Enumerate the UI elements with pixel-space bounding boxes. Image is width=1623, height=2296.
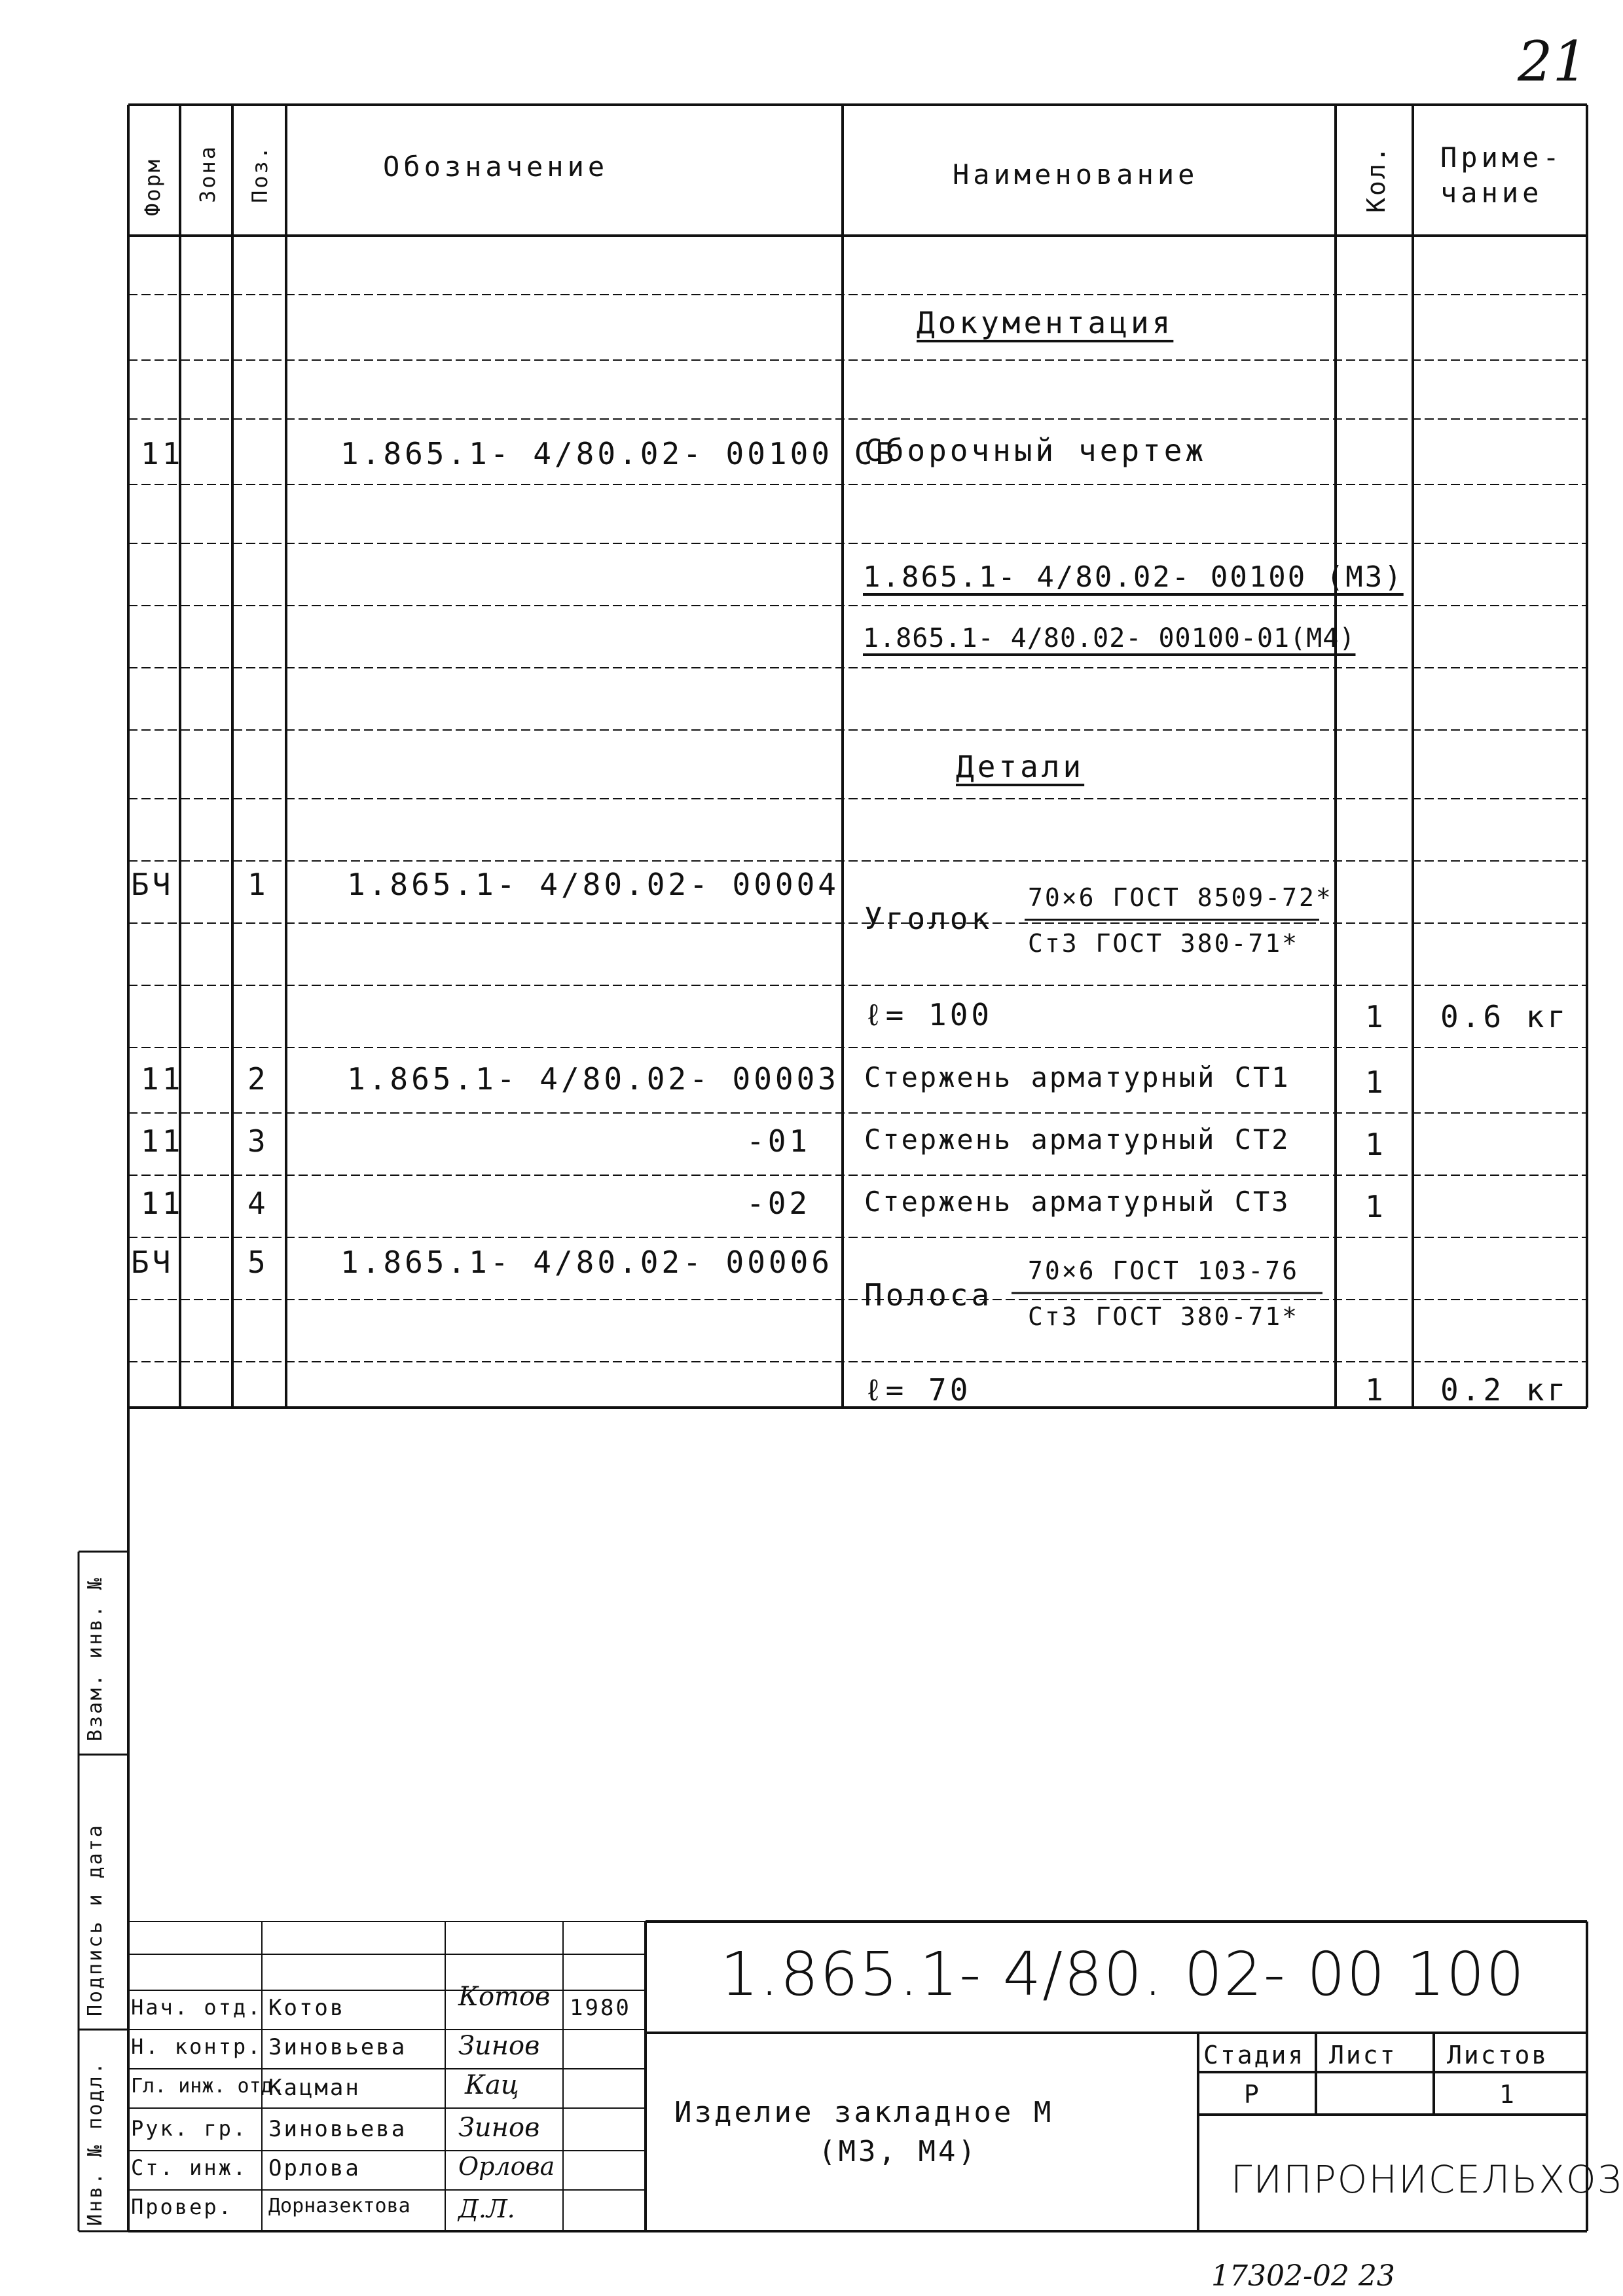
role-2: Н. контр. xyxy=(131,2034,263,2059)
year: 1980 xyxy=(570,1995,631,2021)
row3-position: 3 xyxy=(247,1123,269,1159)
row1-format: БЧ xyxy=(131,867,174,902)
header-designation: Обозначение xyxy=(383,151,609,183)
name-3: Кацман xyxy=(268,2075,361,2101)
stage-label: Стадия xyxy=(1203,2041,1305,2069)
footer-code: 17302-02 23 xyxy=(1211,2259,1395,2293)
row3-format: 11 xyxy=(141,1123,184,1159)
name-5: Орлова xyxy=(268,2155,361,2181)
row3-qty: 1 xyxy=(1365,1127,1387,1162)
header-qty: Кол. xyxy=(1362,145,1391,213)
row4-name: Стержень арматурный СТ3 xyxy=(864,1186,1290,1218)
row2-format: 11 xyxy=(141,1061,184,1097)
signature-4: Зинов xyxy=(458,2113,540,2143)
role-6: Провер. xyxy=(131,2195,233,2219)
side-label-inv: Инв. № подл. xyxy=(84,2060,107,2226)
name-2: Зиновьева xyxy=(268,2034,407,2060)
section-documentation: Документация xyxy=(917,305,1174,340)
row5-fraction-top: 70×6 ГОСТ 103-76 xyxy=(1028,1256,1300,1285)
name-1: Котов xyxy=(268,1995,346,2021)
row5-length: ℓ= 70 xyxy=(864,1372,972,1408)
side-label-swap: Взам. инв. № xyxy=(84,1576,107,1741)
row4-designation: -02 xyxy=(746,1186,811,1221)
row1-fraction-top: 70×6 ГОСТ 8509-72* xyxy=(1028,883,1333,912)
row5-note: 0.2 кг xyxy=(1440,1372,1569,1408)
name-4: Зиновьева xyxy=(268,2116,407,2142)
row5-designation: 1.865.1- 4/80.02- 00006 xyxy=(340,1245,833,1280)
row1-length: ℓ= 100 xyxy=(864,997,993,1032)
row4-format: 11 xyxy=(141,1186,184,1221)
header-note-2: чание xyxy=(1440,177,1543,209)
role-1: Нач. отд. xyxy=(131,1995,263,2020)
row2-position: 2 xyxy=(247,1061,269,1097)
role-5: Ст. инж. xyxy=(131,2155,248,2180)
reference-m3: 1.865.1- 4/80.02- 00100 (М3) xyxy=(863,560,1404,594)
row2-qty: 1 xyxy=(1365,1065,1387,1100)
row5-qty: 1 xyxy=(1365,1372,1387,1408)
row1-designation: 1.865.1- 4/80.02- 00004 xyxy=(347,867,839,902)
row2-designation: 1.865.1- 4/80.02- 00003 xyxy=(347,1061,839,1097)
role-3: Гл. инж. отд. xyxy=(131,2075,285,2098)
reference-m4: 1.865.1- 4/80.02- 00100-01(М4) xyxy=(863,623,1356,653)
row4-position: 4 xyxy=(247,1186,269,1221)
document-code: 1.865.1- 4/80. 02- 00 100 xyxy=(720,1939,1526,2009)
signature-1: Котов xyxy=(458,1982,551,2012)
header-note-1: Приме- xyxy=(1440,141,1563,173)
header-position: Поз. xyxy=(247,144,272,203)
sheet-label: Лист xyxy=(1329,2041,1397,2069)
role-4: Рук. гр. xyxy=(131,2116,248,2141)
row1-qty: 1 xyxy=(1365,999,1387,1034)
stage-value: Р xyxy=(1244,2080,1261,2109)
sheets-label: Листов xyxy=(1447,2041,1549,2069)
row4-qty: 1 xyxy=(1365,1189,1387,1224)
row1-fraction-bottom: Ст3 ГОСТ 380-71* xyxy=(1028,929,1300,958)
row1-name: Уголок xyxy=(864,901,993,936)
signature-2: Зинов xyxy=(458,2031,540,2061)
header-format: Форм xyxy=(140,157,165,216)
signature-3: Кац xyxy=(465,2070,519,2100)
row5-format: БЧ xyxy=(131,1245,174,1280)
row-assembly-format: 11 xyxy=(141,436,184,471)
side-label-signdate: Подпись и дата xyxy=(84,1823,107,2016)
row5-fraction-bottom: Ст3 ГОСТ 380-71* xyxy=(1028,1302,1300,1331)
row1-note: 0.6 кг xyxy=(1440,999,1569,1034)
sheets-value: 1 xyxy=(1499,2080,1516,2109)
signature-5: Орлова xyxy=(458,2152,555,2181)
row3-designation: -01 xyxy=(746,1123,811,1159)
row2-name: Стержень арматурный СТ1 xyxy=(864,1061,1290,1093)
product-name-line1: Изделие закладное М xyxy=(674,2096,1054,2129)
row3-name: Стержень арматурный СТ2 xyxy=(864,1123,1290,1156)
header-zone: Зона xyxy=(195,144,220,203)
page-number: 21 xyxy=(1518,29,1588,94)
row5-name: Полоса xyxy=(864,1277,993,1313)
row1-position: 1 xyxy=(247,867,269,902)
row-assembly-name: Сборочный чертеж xyxy=(864,433,1207,468)
row5-position: 5 xyxy=(247,1245,269,1280)
signature-6: Д.Л. xyxy=(458,2195,515,2223)
header-name: Наименование xyxy=(953,158,1199,191)
section-details: Детали xyxy=(956,749,1085,784)
name-6: Дорназектова xyxy=(268,2195,410,2217)
product-name-line2: (М3, М4) xyxy=(818,2135,978,2168)
row-assembly-designation: 1.865.1- 4/80.02- 00100 СБ xyxy=(340,436,898,471)
organization: ГИПРОНИСЕЛЬХОЗ xyxy=(1231,2157,1623,2202)
